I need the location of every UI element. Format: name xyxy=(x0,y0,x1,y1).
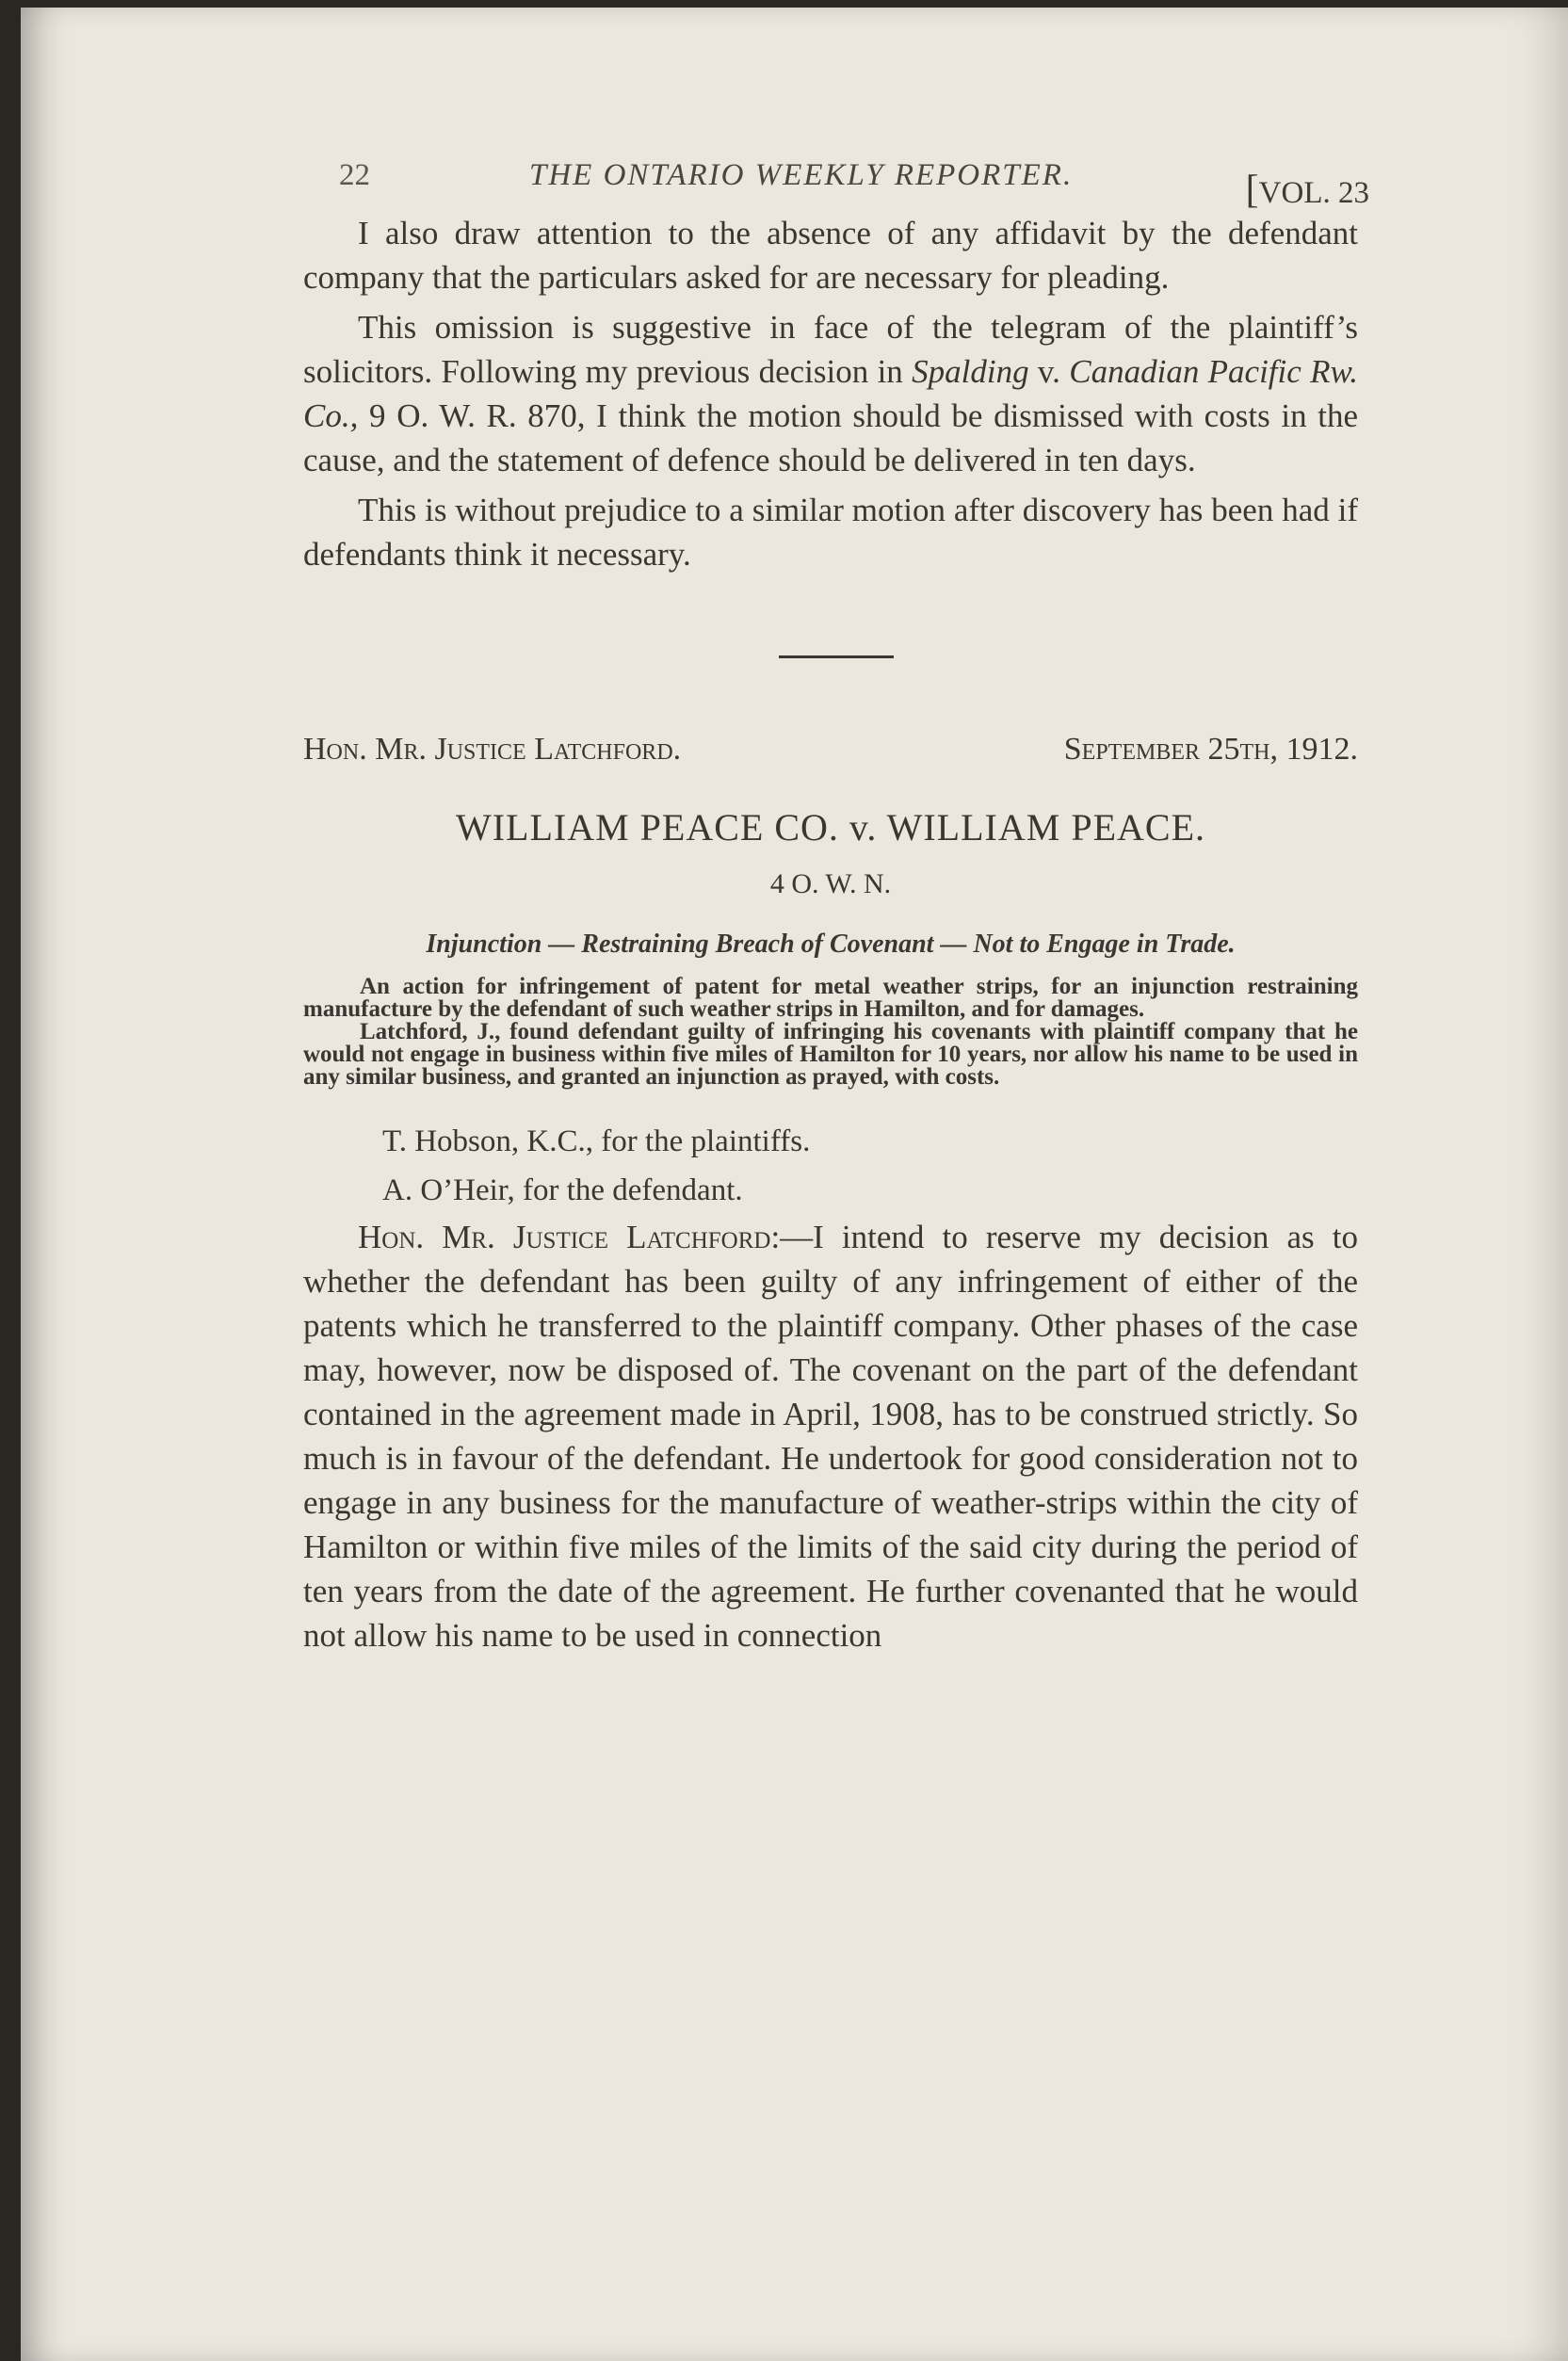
counsel-line: T. Hobson, K.C., for the plaintiffs. xyxy=(382,1124,811,1158)
book-page xyxy=(21,8,1568,2361)
page-content xyxy=(303,151,1369,1658)
case-name-italic: Spalding xyxy=(912,353,1029,390)
case-name-italic: Canadian Pacific Rw. Co., xyxy=(303,353,1358,434)
opinion-paragraph xyxy=(303,1215,1358,1658)
case-citation: 4 O. W. N. xyxy=(769,868,892,899)
volume-label: [VOL. 23 xyxy=(1245,169,1369,212)
opinion-judge: Hon. Mr. Justice Latchford xyxy=(358,1219,771,1255)
headnote-paragraph: An action for infringement of patent for metal weather strips, for an injunction restraining manufacture by the defendant of such weather strips in Hamilton, and for damages. xyxy=(303,974,1358,1022)
page-number: 22 xyxy=(339,158,370,192)
headnote-paragraph: Latchford, J., found defendant guilty of infringing his covenants with plaintiff company that he would not engage in business within five miles of Hamilton for 10 years, nor allow his name to be used in any similar business, and granted an injunction as prayed, with costs. xyxy=(303,1019,1358,1090)
judgment-date: September 25th, 1912. xyxy=(1063,732,1358,767)
text-run: 9 O. W. R. 870, I think the motion should be dismissed with costs in the cause, and the statement of defence should be delivered in ten days. xyxy=(303,397,1358,478)
running-header xyxy=(303,151,1369,212)
running-title: THE ONTARIO WEEKLY REPORTER. xyxy=(529,158,1074,192)
paragraph: I also draw attention to the absence of any affidavit by the defendant company that the particulars asked for are necessary for pleading. xyxy=(303,215,1358,296)
text-run: This omission is suggestive in face of the telegram of the plaintiff’s solicitors. Following my previous decision in xyxy=(303,309,1358,390)
opinion-text: :—I intend to reserve my decision as to whether the defendant has been guilty of any infringement of either of the patents which he transferred to the plaintiff company. Other phases of the case may, however, now be disposed of. The covenant on the part of the defendant contained in the agreement made in April, 1908, has to be construed strictly. So much is in favour of the defendant. He undertook for good consideration not to engage in any business for the manufacture of weather-strips within the city of Hamilton or within five miles of the limits of the said city during the period of ten years from the date of the agreement. He further covenanted that he would not allow his name to be used in connection xyxy=(303,1219,1358,1654)
case-topic: Injunction — Restraining Breach of Covenant — Not to Engage in Trade. xyxy=(426,930,1236,959)
volume-text: VOL. 23 xyxy=(1258,176,1369,210)
section-rule xyxy=(779,655,894,658)
text-run: v. xyxy=(1028,353,1070,390)
headnote xyxy=(303,976,1358,1089)
case-judge-date xyxy=(303,732,1358,768)
case-title: WILLIAM PEACE CO. v. WILLIAM PEACE. xyxy=(455,806,1206,849)
counsel-line: A. O’Heir, for the defendant. xyxy=(382,1173,743,1207)
judge-name: Hon. Mr. Justice Latchford. xyxy=(303,732,682,767)
paragraph xyxy=(303,305,1358,482)
counsel-list xyxy=(303,1117,1358,1215)
paragraph: This is without prejudice to a similar motion after discovery has been had if defendants think it necessary. xyxy=(303,492,1358,573)
